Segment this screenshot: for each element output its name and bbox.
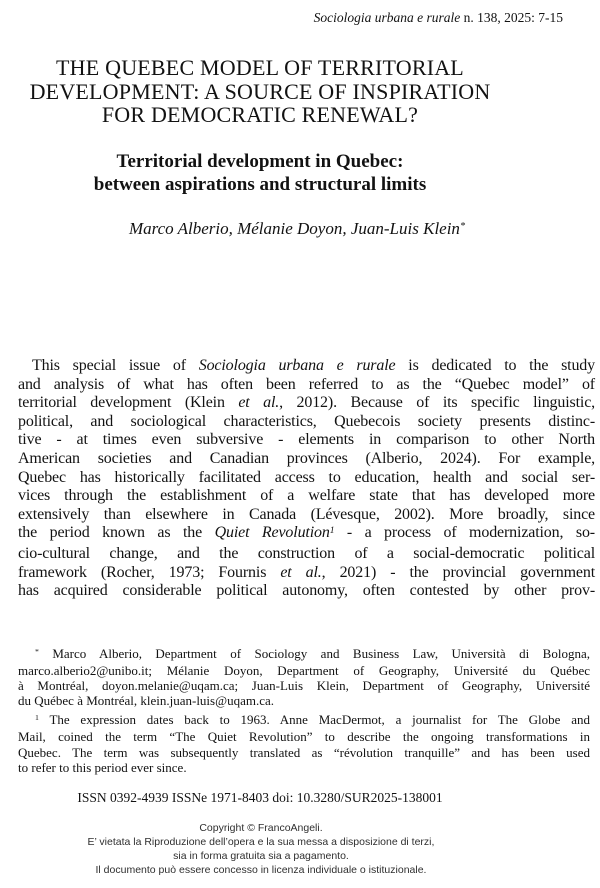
text-segment: et al. xyxy=(280,563,322,581)
text-segment: * xyxy=(459,220,466,232)
footnotes-section xyxy=(18,646,590,775)
text-line: E’ vietata la Riproduzione dell’opera e la sua messa a disposizione di terzi, xyxy=(87,835,435,848)
text-segment: Quebec has historically facilitated access to education, health and social ser- xyxy=(18,468,595,486)
text-segment: Mail, coined the term “The Quiet Revolution” to describe the ongoing transformations in xyxy=(18,729,590,745)
text-line xyxy=(18,663,590,678)
text-line xyxy=(18,712,590,729)
text-segment: the period known as the xyxy=(18,524,215,542)
text-segment: Sociologia urbana e rurale xyxy=(198,357,396,374)
text-line xyxy=(314,10,563,26)
text-line: THE QUEBEC MODEL OF TERRITORIAL xyxy=(56,55,464,80)
text-segment: Marco Alberio, Department of Sociology and Business Law, Università di Bologna, xyxy=(38,646,590,661)
text-segment: cio-cultural change, and the construction of a social-democratic political xyxy=(18,544,595,562)
text-line xyxy=(18,487,595,506)
text-segment: tive - at times even subversive - elements in comparison to other North xyxy=(18,431,595,449)
article-subtitle xyxy=(0,150,520,196)
text-line xyxy=(18,693,590,708)
text-line xyxy=(0,219,594,242)
footnote-1-quiet-revolution xyxy=(18,712,590,774)
text-segment: Sociologia urbana e rurale xyxy=(313,10,461,25)
text-line xyxy=(18,524,595,545)
text-segment: This special issue of xyxy=(32,357,199,374)
article-title xyxy=(0,56,520,127)
text-line xyxy=(18,413,595,432)
text-segment: à Montréal, doyon.melanie@uqam.ca; Juan-Luis Klein, Department of Geography, Université xyxy=(18,678,590,694)
text-line: Territorial development in Quebec: xyxy=(116,151,404,172)
text-line xyxy=(18,760,590,775)
text-segment: extensively than elsewhere in Canada (Lévesque, 2002). More broadly, since xyxy=(18,505,595,523)
text-segment: framework (Rocher, 1973; Fournis xyxy=(18,563,281,581)
text-line: FOR DEMOCRATIC RENEWAL? xyxy=(101,102,419,127)
text-line xyxy=(18,431,595,450)
text-segment: du Québec à Montréal, klein.juan-luis@uqam.ca. xyxy=(18,693,275,709)
text-segment: and analysis of what has often been referred to as the “Quebec model” of xyxy=(18,375,595,393)
body-paragraph xyxy=(18,357,595,601)
text-segment: - a process of modernization, so- xyxy=(334,524,595,542)
text-segment: marco.alberio2@unibo.it; Mélanie Doyon, Department of Geography, Université du Québec xyxy=(18,663,590,679)
text-line xyxy=(18,582,595,601)
text-segment: to refer to this period ever since. xyxy=(18,759,187,775)
text-segment: , 2012). Because of its specific linguistic, xyxy=(279,394,596,412)
text-segment: vices through the establishment of a welfare state that has developed more xyxy=(18,487,595,505)
authors-line xyxy=(0,219,594,242)
text-line: between aspirations and structural limits xyxy=(93,174,427,195)
text-segment: American societies and Canadian provinces (Alberio, 2024). For example, xyxy=(18,449,595,467)
text-line: Il documento può essere concesso in licenza individuale o istituzionale. xyxy=(95,863,427,876)
text-segment: Marco Alberio, Mélanie Doyon, Juan-Luis Klein xyxy=(128,219,460,238)
text-segment: 1 xyxy=(35,713,39,723)
text-segment: , 2021) - the provincial government xyxy=(321,563,595,581)
text-segment: 1 xyxy=(329,524,335,536)
journal-header xyxy=(314,10,563,26)
text-segment: is dedicated to the study xyxy=(395,357,596,374)
text-line: Copyright © FrancoAngeli. xyxy=(199,822,323,834)
text-segment: * xyxy=(35,647,39,657)
text-line xyxy=(18,745,590,760)
text-line xyxy=(18,394,595,413)
copyright-notice xyxy=(0,822,522,878)
text-line xyxy=(18,729,590,744)
footnote-author-affiliations xyxy=(18,646,590,708)
text-line xyxy=(18,469,595,488)
text-segment: territorial development (Klein xyxy=(18,394,239,412)
issn-doi-line: ISSN 0392-4939 ISSNe 1971-8403 doi: 10.3280/SUR2025-138001 xyxy=(77,790,443,805)
text-line xyxy=(18,376,595,395)
text-line: DEVELOPMENT: A SOURCE OF INSPIRATION xyxy=(29,78,491,104)
text-line xyxy=(18,564,595,583)
text-segment: has acquired considerable political autonomy, often contested by other prov- xyxy=(18,582,595,600)
text-segment: political, and sociological characteristics, Quebecois society presents distinc- xyxy=(18,412,595,430)
text-line xyxy=(18,678,590,693)
text-segment: Quebec. The term was subsequently translated as “révolution tranquille” and has been used xyxy=(18,744,590,760)
text-line: sia in forma gratuita sia a pagamento. xyxy=(173,849,349,862)
text-line xyxy=(18,646,590,663)
text-segment: n. 138, 2025: 7-15 xyxy=(460,10,563,25)
text-segment: et al. xyxy=(238,394,280,412)
text-line xyxy=(18,506,595,525)
text-segment: Quiet Revolution xyxy=(214,524,330,542)
text-line xyxy=(18,450,595,469)
text-line xyxy=(18,357,595,376)
text-segment: The expression dates back to 1963. Anne MacDermot, a journalist for The Globe and xyxy=(38,712,590,728)
text-line xyxy=(18,545,595,564)
